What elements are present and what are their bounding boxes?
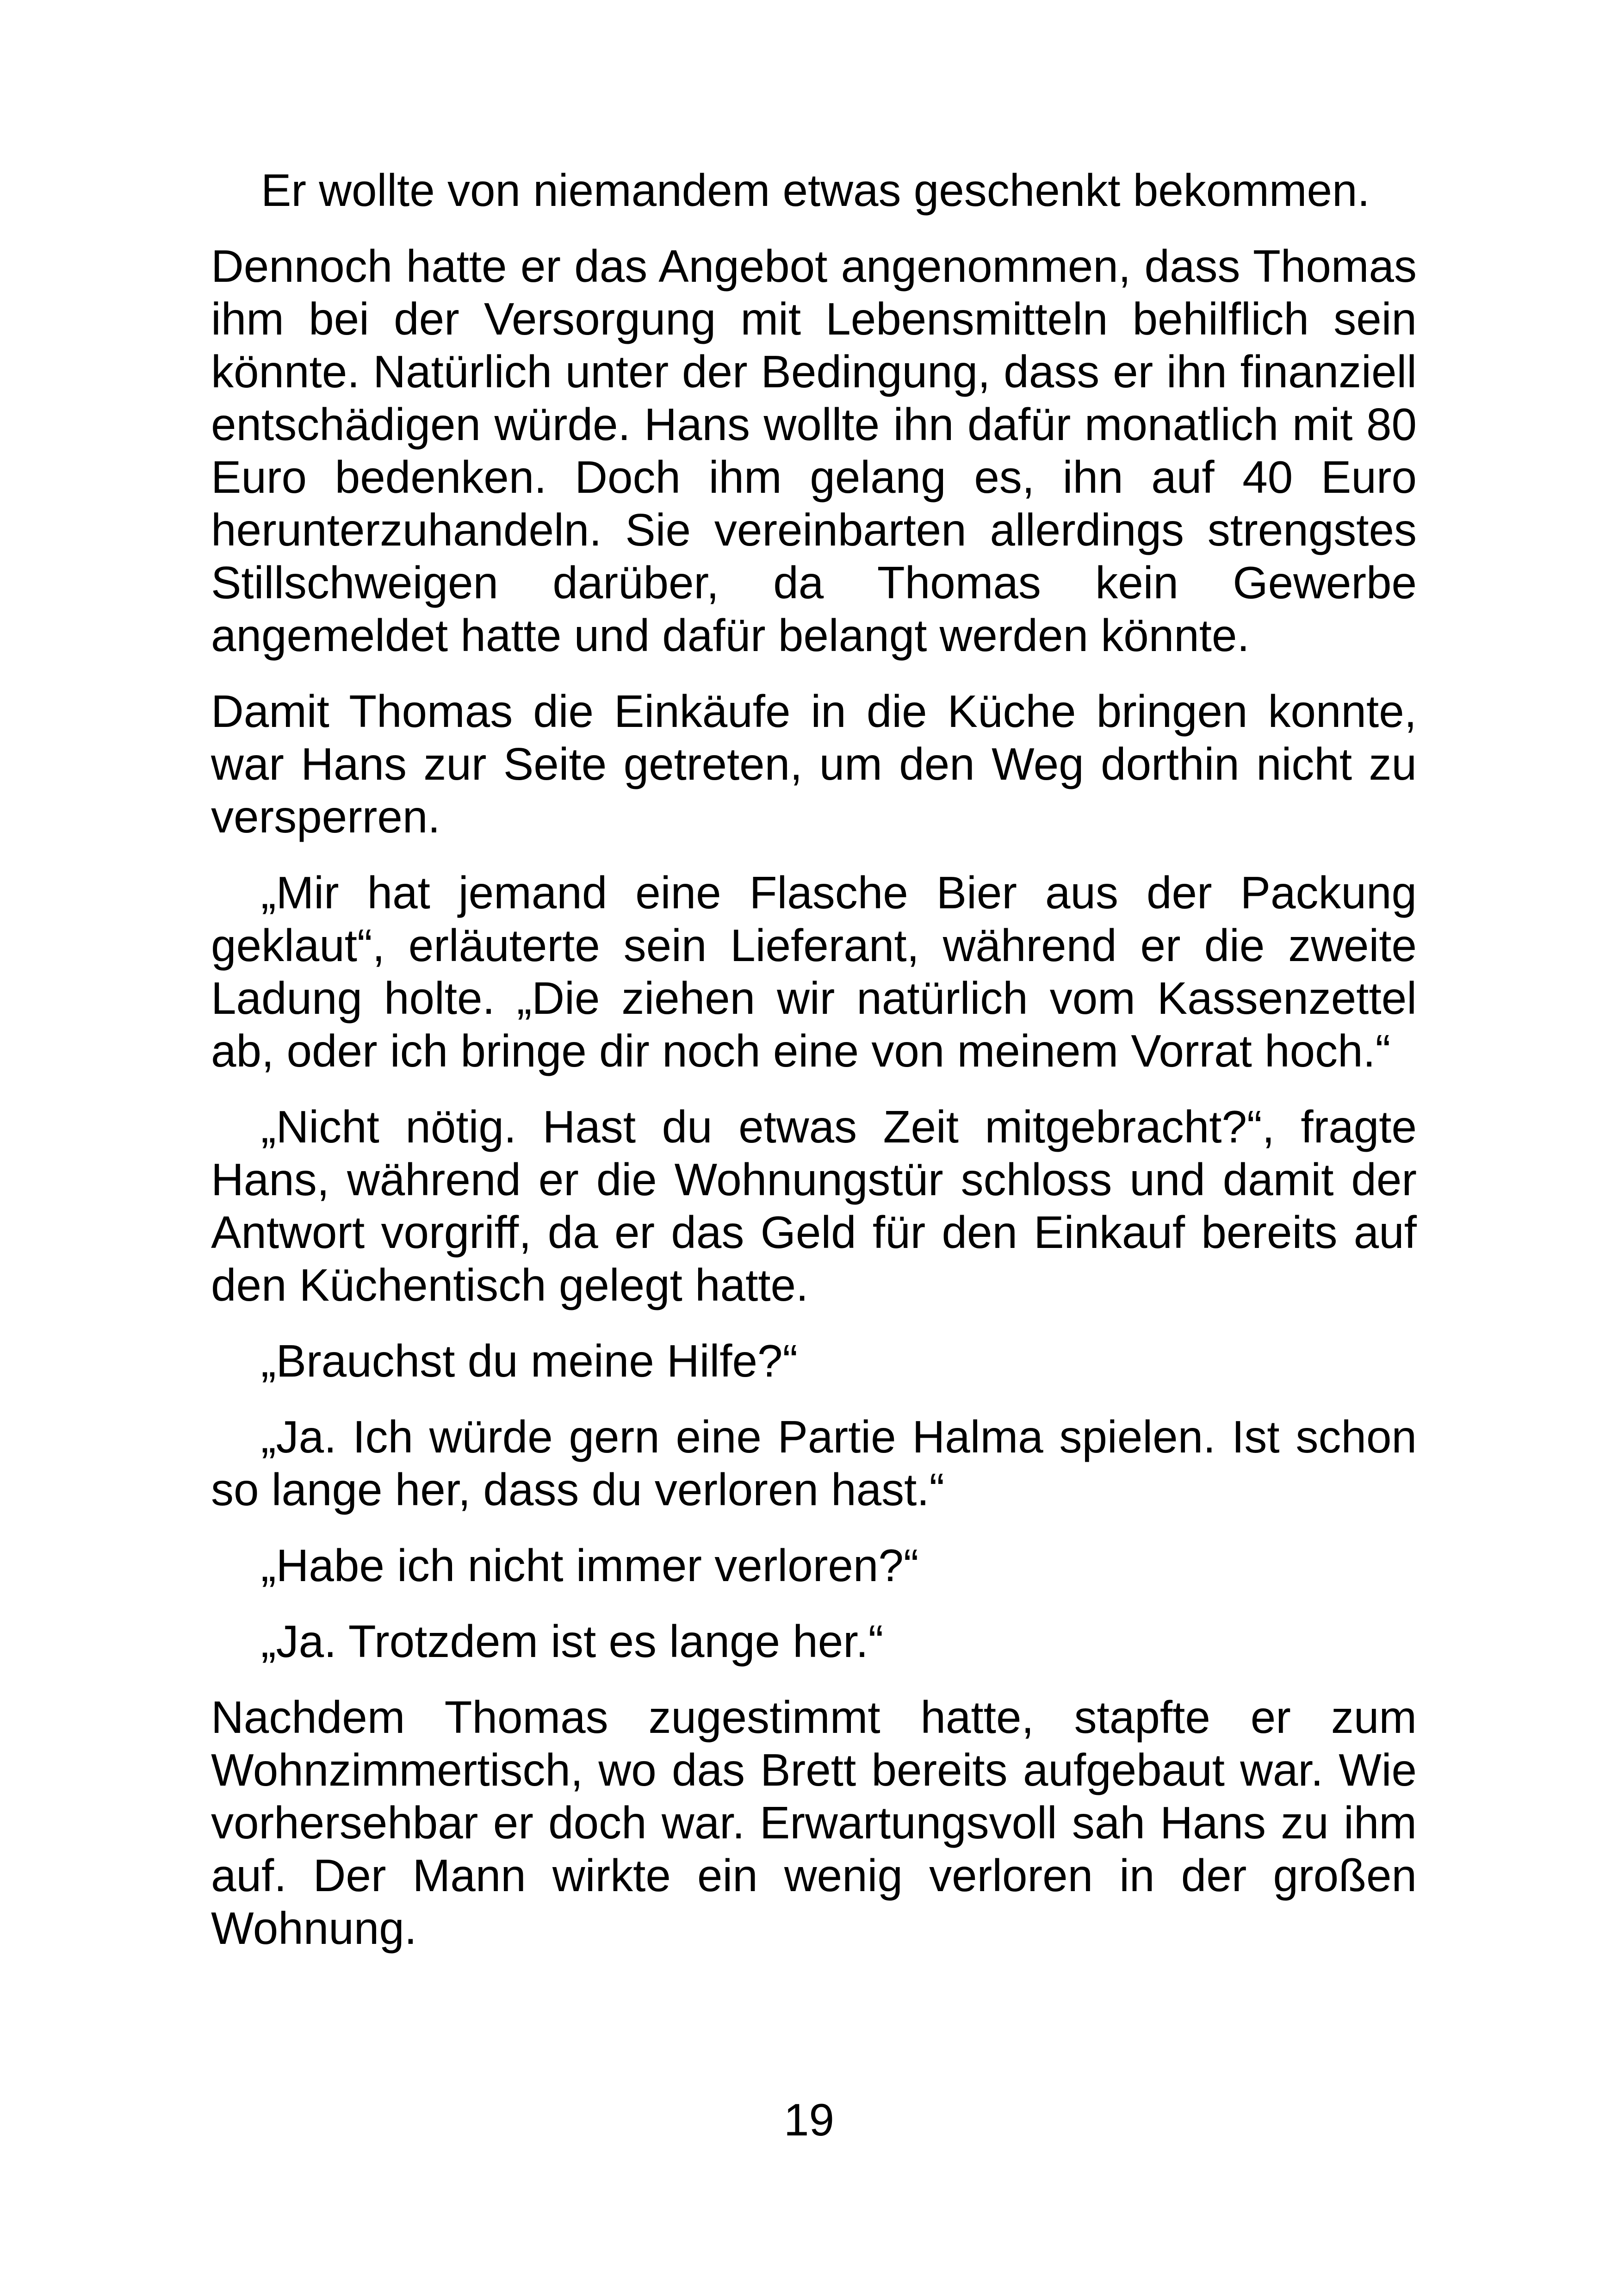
paragraph-2: Dennoch hatte er das Angebot angenommen, dass Thomas ihm bei der Versorgung mit Lebensmitteln behilflich sein könnte. Natürlich unter der Bedingung, dass er ihn finanziell entschädigen würde. Hans wollte ihn dafür monatlich mit 80 Euro bedenken. Doch ihm gelang es, ihn auf 40 Euro herunterzuhandeln. Sie vereinbarten allerdings strengstes Stillschweigen darüber, da Thomas kein Gewerbe angemeldet hatte und dafür belangt werden könnte.: [211, 241, 1417, 661]
paragraph-10: Nachdem Thomas zugestimmt hatte, stapfte er zum Wohnzimmertisch, wo das Brett bereits aufgebaut war. Wie vorhersehbar er doch war. Erwartungsvoll sah Hans zu ihm auf. Der Mann wirkte ein wenig verloren in der großen Wohnung.: [211, 1692, 1417, 1954]
paragraph-6: „Brauchst du meine Hilfe?“: [261, 1335, 798, 1386]
page-number: 19: [783, 2094, 834, 2145]
paragraph-1: Er wollte von niemandem etwas geschenkt bekommen.: [261, 165, 1370, 216]
paragraph-9: „Ja. Trotzdem ist es lange her.“: [261, 1616, 884, 1667]
paragraph-3: Damit Thomas die Einkäufe in die Küche bringen konnte, war Hans zur Seite getreten, um den Weg dorthin nicht zu versperren.: [211, 686, 1417, 842]
body-text: [211, 164, 1417, 1955]
paragraph-4: „Mir hat jemand eine Flasche Bier aus der Packung geklaut“, erläuterte sein Lieferant, während er die zweite Ladung holte. „Die ziehen wir natürlich vom Kassenzettel ab, oder ich bringe dir noch eine von meinem Vorrat hoch.“: [211, 867, 1417, 1076]
paragraph-7: „Ja. Ich würde gern eine Partie Halma spielen. Ist schon so lange her, dass du verloren hast.“: [211, 1411, 1417, 1515]
paragraph-5: „Nicht nötig. Hast du etwas Zeit mitgebracht?“, fragte Hans, während er die Wohnungstür schloss und damit der Antwort vorgriff, da er das Geld für den Einkauf bereits auf den Küchentisch gelegt hatte.: [211, 1101, 1417, 1310]
paragraph-8: „Habe ich nicht immer verloren?“: [261, 1540, 919, 1591]
